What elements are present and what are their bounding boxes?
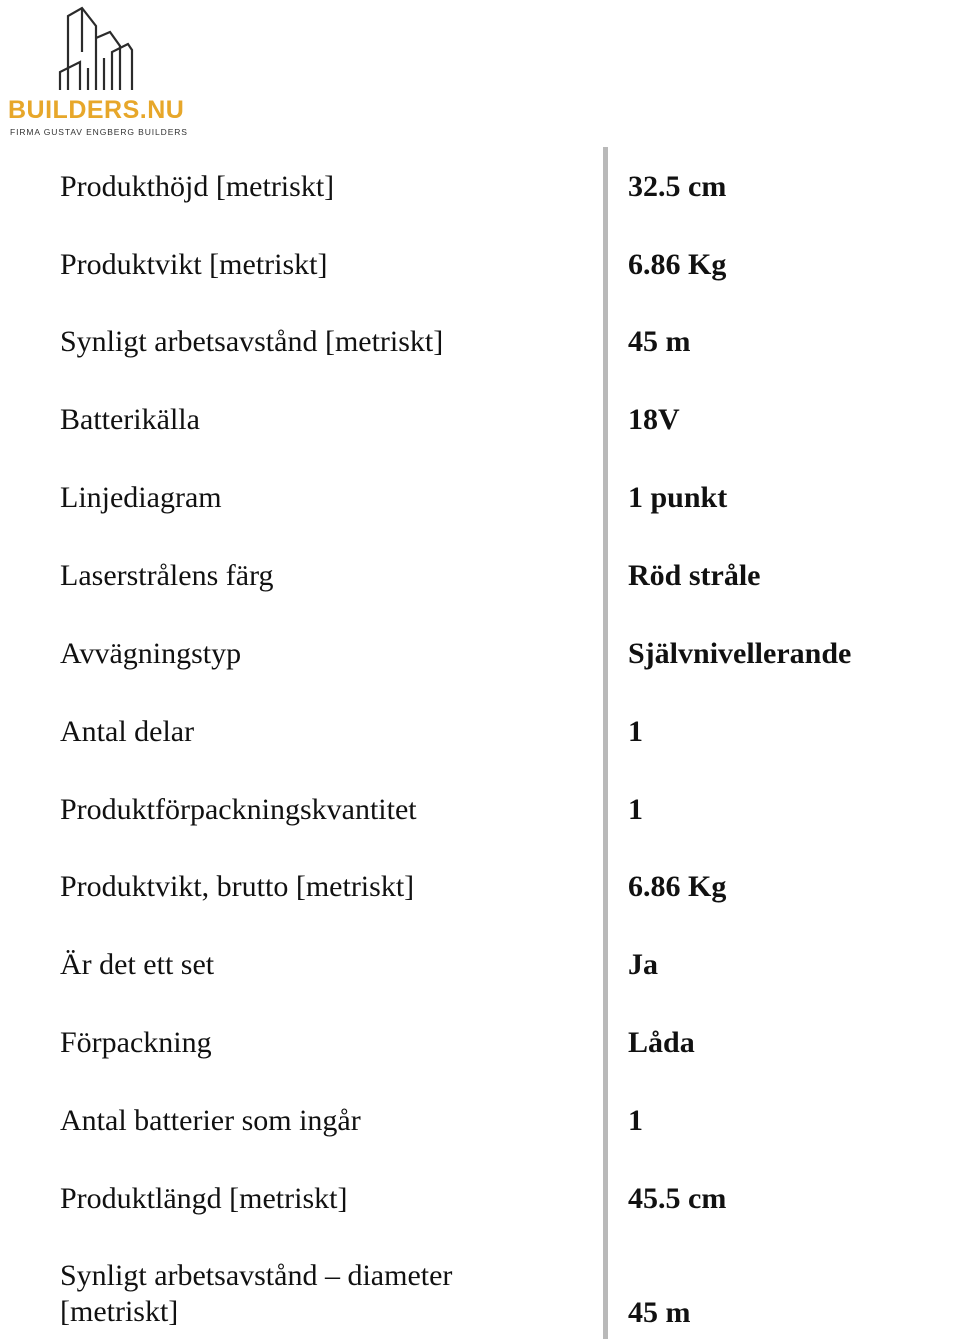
spec-label: Produktvikt, brutto [metriskt] xyxy=(60,870,415,903)
spec-value: 45 m xyxy=(628,325,691,358)
spec-label: Antal delar xyxy=(60,715,195,748)
spec-label: Produkthöjd [metriskt] xyxy=(60,170,335,203)
brand-name: BUILDERS.NU xyxy=(8,96,185,124)
spec-value: 45.5 cm xyxy=(628,1182,727,1215)
spec-label: Förpackning xyxy=(60,1026,212,1059)
spec-label: Batterikälla xyxy=(60,403,200,436)
spec-label: Synligt arbetsavstånd – diameter [metriskt] xyxy=(60,1259,453,1328)
spec-value: 6.86 Kg xyxy=(628,248,727,281)
spec-label: Laserstrålens färg xyxy=(60,559,274,592)
spec-value: Självnivellerande xyxy=(628,637,852,670)
spec-value: Röd stråle xyxy=(628,559,761,592)
spec-label: Produktförpackningskvantitet xyxy=(60,793,417,826)
spec-value: 45 m xyxy=(628,1296,691,1329)
spec-value: 1 punkt xyxy=(628,481,728,514)
spec-label: Linjediagram xyxy=(60,481,222,514)
spec-value: Låda xyxy=(628,1026,695,1059)
spec-value: 32.5 cm xyxy=(628,170,727,203)
spec-value: 1 xyxy=(628,793,643,826)
spec-value: 6.86 Kg xyxy=(628,870,727,903)
brand-tagline: FIRMA GUSTAV ENGBERG BUILDERS xyxy=(10,127,188,137)
spec-value: 18V xyxy=(628,403,680,436)
spec-label: Avvägningstyp xyxy=(60,637,242,670)
spec-value: 1 xyxy=(628,1104,643,1137)
spec-label: Produktvikt [metriskt] xyxy=(60,248,328,281)
spec-label: Produktlängd [metriskt] xyxy=(60,1182,348,1215)
spec-label: Antal batterier som ingår xyxy=(60,1104,361,1137)
spec-value: Ja xyxy=(628,948,658,981)
spec-value: 1 xyxy=(628,715,643,748)
spec-label: Är det ett set xyxy=(60,948,215,981)
spec-label: Synligt arbetsavstånd [metriskt] xyxy=(60,325,444,358)
